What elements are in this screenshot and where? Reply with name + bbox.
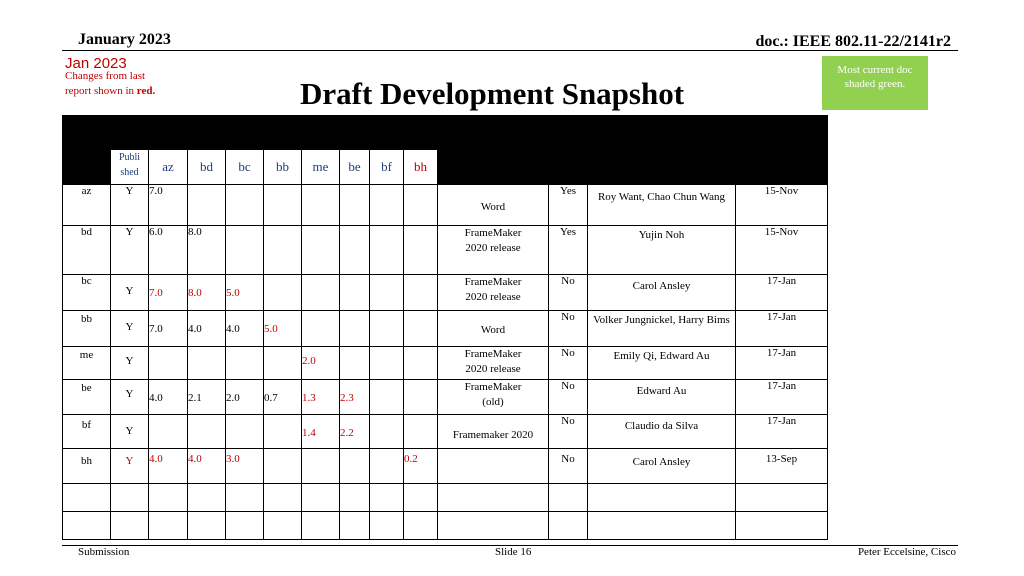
changes-note-red: red. <box>136 85 156 97</box>
editor-cell: Roy Want, Chao Chun Wang <box>588 185 736 226</box>
page-title: Draft Development Snapshot <box>300 76 685 111</box>
empty-cell <box>111 512 149 540</box>
snapshot-date-cell: 17-Jan <box>736 311 828 347</box>
editor-cell: Claudio da Silva <box>588 415 736 449</box>
version-cell <box>302 275 340 311</box>
editor-header: Editor <box>588 116 736 185</box>
snapshot-date-cell: 13-Sep <box>736 449 828 484</box>
empty-cell <box>188 484 226 512</box>
empty-row <box>63 484 828 512</box>
tg-cell: me <box>63 347 111 380</box>
version-cell <box>264 185 302 226</box>
mdr-cell: Yes <box>549 226 588 275</box>
source-cell: FrameMaker (old) <box>438 380 549 415</box>
baseline-header: Published or Draft Baseline Document <box>111 116 438 150</box>
empty-cell <box>149 512 188 540</box>
mdr-cell: Yes <box>549 185 588 226</box>
version-cell <box>370 275 404 311</box>
version-cell: 4.0 <box>226 311 264 347</box>
version-cell <box>264 275 302 311</box>
version-cell <box>264 347 302 380</box>
version-cell <box>370 449 404 484</box>
source-cell: Word <box>438 185 549 226</box>
version-cell <box>404 347 438 380</box>
header-date: January 2023 <box>78 31 171 48</box>
editor-cell: Carol Ansley <box>588 275 736 311</box>
empty-row <box>63 512 828 540</box>
published-label-1: Publi <box>118 152 141 163</box>
tg-header: TG <box>63 116 111 185</box>
empty-cell <box>340 484 370 512</box>
editor-cell: Emily Qi, Edward Au <box>588 347 736 380</box>
empty-cell <box>264 484 302 512</box>
subcol-bh: bh <box>404 150 438 185</box>
version-cell: 7.0 <box>149 275 188 311</box>
snapshot-date-cell: 15-Nov <box>736 185 828 226</box>
version-cell <box>404 275 438 311</box>
version-cell: 8.0 <box>188 226 226 275</box>
empty-cell <box>302 512 340 540</box>
subcol-bb: bb <box>264 150 302 185</box>
empty-cell <box>549 512 588 540</box>
version-cell <box>370 347 404 380</box>
version-cell: 7.0 <box>149 311 188 347</box>
footer-author: Peter Eccelsine, Cisco <box>857 546 956 558</box>
empty-cell <box>370 484 404 512</box>
version-cell <box>149 347 188 380</box>
version-cell <box>404 415 438 449</box>
published-cell: Y <box>111 415 149 449</box>
source-header: Source <box>438 116 549 185</box>
header-doc-id: doc.: IEEE 802.11-22/2141r2 <box>755 33 951 50</box>
version-cell <box>188 415 226 449</box>
table-row <box>63 380 828 415</box>
table-row <box>63 226 828 275</box>
version-cell <box>188 347 226 380</box>
version-cell: 5.0 <box>264 311 302 347</box>
empty-cell <box>438 512 549 540</box>
editor-cell: Carol Ansley <box>588 449 736 484</box>
version-cell <box>226 415 264 449</box>
version-cell <box>404 185 438 226</box>
tg-cell: bd <box>63 226 111 275</box>
version-cell: 7.0 <box>149 185 188 226</box>
empty-cell <box>63 512 111 540</box>
empty-cell <box>340 512 370 540</box>
subcol-bc: bc <box>226 150 264 185</box>
tg-cell: az <box>63 185 111 226</box>
table-row <box>63 275 828 311</box>
source-cell: FrameMaker 2020 release <box>438 347 549 380</box>
empty-cell <box>264 512 302 540</box>
version-cell: 2.2 <box>340 415 370 449</box>
changes-note-text: report shown in <box>65 85 137 97</box>
version-cell <box>404 311 438 347</box>
snapshot-date-cell: 17-Jan <box>736 347 828 380</box>
empty-cell <box>302 484 340 512</box>
published-cell: Y <box>111 380 149 415</box>
version-cell: 3.0 <box>226 449 264 484</box>
version-cell <box>370 185 404 226</box>
published-cell: Y <box>111 275 149 311</box>
changes-note-line1: Changes from last <box>65 70 146 82</box>
mdr-cell: No <box>549 415 588 449</box>
empty-cell <box>404 512 438 540</box>
empty-cell <box>226 512 264 540</box>
version-cell <box>264 226 302 275</box>
subcol-me: me <box>302 150 340 185</box>
subcol-bd: bd <box>188 150 226 185</box>
version-cell <box>340 347 370 380</box>
version-cell <box>404 380 438 415</box>
version-cell: 5.0 <box>226 275 264 311</box>
version-cell <box>302 311 340 347</box>
footer-submission: Submission <box>78 546 130 558</box>
empty-cell <box>736 512 828 540</box>
mdr-cell: No <box>549 449 588 484</box>
version-cell: 4.0 <box>149 380 188 415</box>
source-cell: FrameMaker 2020 release <box>438 275 549 311</box>
empty-cell <box>588 512 736 540</box>
mdr-cell: No <box>549 275 588 311</box>
mdr-cell: No <box>549 380 588 415</box>
version-cell <box>226 226 264 275</box>
snapshot-date-header: Snapshot Date <box>736 116 828 185</box>
published-cell: Y <box>111 449 149 484</box>
source-cell <box>438 449 549 484</box>
version-cell <box>370 311 404 347</box>
version-cell <box>264 415 302 449</box>
published-cell: Y <box>111 185 149 226</box>
tg-cell: bb <box>63 311 111 347</box>
subcol-az: az <box>149 150 188 185</box>
empty-cell <box>63 484 111 512</box>
version-cell <box>370 380 404 415</box>
changes-note <box>65 69 215 99</box>
empty-cell <box>188 512 226 540</box>
version-cell: 2.1 <box>188 380 226 415</box>
snapshot-date-cell: 17-Jan <box>736 275 828 311</box>
snapshot-date-cell: 17-Jan <box>736 415 828 449</box>
source-cell: FrameMaker 2020 release <box>438 226 549 275</box>
version-cell <box>226 347 264 380</box>
version-cell <box>149 415 188 449</box>
published-cell: Y <box>111 226 149 275</box>
version-cell <box>370 226 404 275</box>
annotation-date: Jan 2023 <box>65 55 127 72</box>
tg-cell: be <box>63 380 111 415</box>
version-cell <box>370 415 404 449</box>
empty-cell <box>149 484 188 512</box>
subcol-be: be <box>340 150 370 185</box>
empty-cell <box>549 484 588 512</box>
version-cell: 2.0 <box>226 380 264 415</box>
mdr-cell: No <box>549 347 588 380</box>
published-header <box>111 150 149 185</box>
published-cell: Y <box>111 311 149 347</box>
version-cell: 0.2 <box>404 449 438 484</box>
tg-cell: bf <box>63 415 111 449</box>
version-cell <box>340 185 370 226</box>
version-cell <box>340 311 370 347</box>
source-cell: Word <box>438 311 549 347</box>
legend-green-box: Most current doc shaded green. <box>822 56 928 110</box>
published-label-2: shed <box>120 167 139 178</box>
version-cell: 4.0 <box>149 449 188 484</box>
table-row <box>63 415 828 449</box>
mdr-header: MDR <box>549 116 588 185</box>
version-cell: 1.4 <box>302 415 340 449</box>
empty-cell <box>226 484 264 512</box>
empty-cell <box>438 484 549 512</box>
snapshot-date-cell: 15-Nov <box>736 226 828 275</box>
header-row-top <box>63 116 828 150</box>
empty-cell <box>370 512 404 540</box>
version-cell: 4.0 <box>188 449 226 484</box>
editor-cell: Yujin Noh <box>588 226 736 275</box>
footer-slide-number: Slide 16 <box>495 546 532 558</box>
version-cell: 2.0 <box>302 347 340 380</box>
empty-cell <box>736 484 828 512</box>
version-cell <box>188 185 226 226</box>
version-cell <box>340 226 370 275</box>
table-row <box>63 449 828 484</box>
empty-cell <box>111 484 149 512</box>
version-cell: 0.7 <box>264 380 302 415</box>
mdr-cell: No <box>549 311 588 347</box>
empty-cell <box>404 484 438 512</box>
snapshot-date-cell: 17-Jan <box>736 380 828 415</box>
table-row <box>63 185 828 226</box>
version-cell <box>340 275 370 311</box>
published-cell: Y <box>111 347 149 380</box>
version-cell: 2.3 <box>340 380 370 415</box>
version-cell <box>404 226 438 275</box>
table-row <box>63 347 828 380</box>
tg-cell: bh <box>63 449 111 484</box>
version-cell <box>226 185 264 226</box>
version-cell: 1.3 <box>302 380 340 415</box>
version-cell: 8.0 <box>188 275 226 311</box>
version-cell <box>302 185 340 226</box>
changes-note-line2 <box>65 84 215 99</box>
tg-cell: bc <box>63 275 111 311</box>
version-cell <box>302 449 340 484</box>
version-cell: 6.0 <box>149 226 188 275</box>
subcol-bf: bf <box>370 150 404 185</box>
snapshot-table <box>62 115 828 540</box>
table-row <box>63 311 828 347</box>
version-cell <box>340 449 370 484</box>
editor-cell: Volker Jungnickel, Harry Bims <box>588 311 736 347</box>
source-cell: Framemaker 2020 <box>438 415 549 449</box>
version-cell <box>302 226 340 275</box>
editor-cell: Edward Au <box>588 380 736 415</box>
version-cell <box>264 449 302 484</box>
empty-cell <box>588 484 736 512</box>
version-cell: 4.0 <box>188 311 226 347</box>
header-divider <box>62 50 958 51</box>
